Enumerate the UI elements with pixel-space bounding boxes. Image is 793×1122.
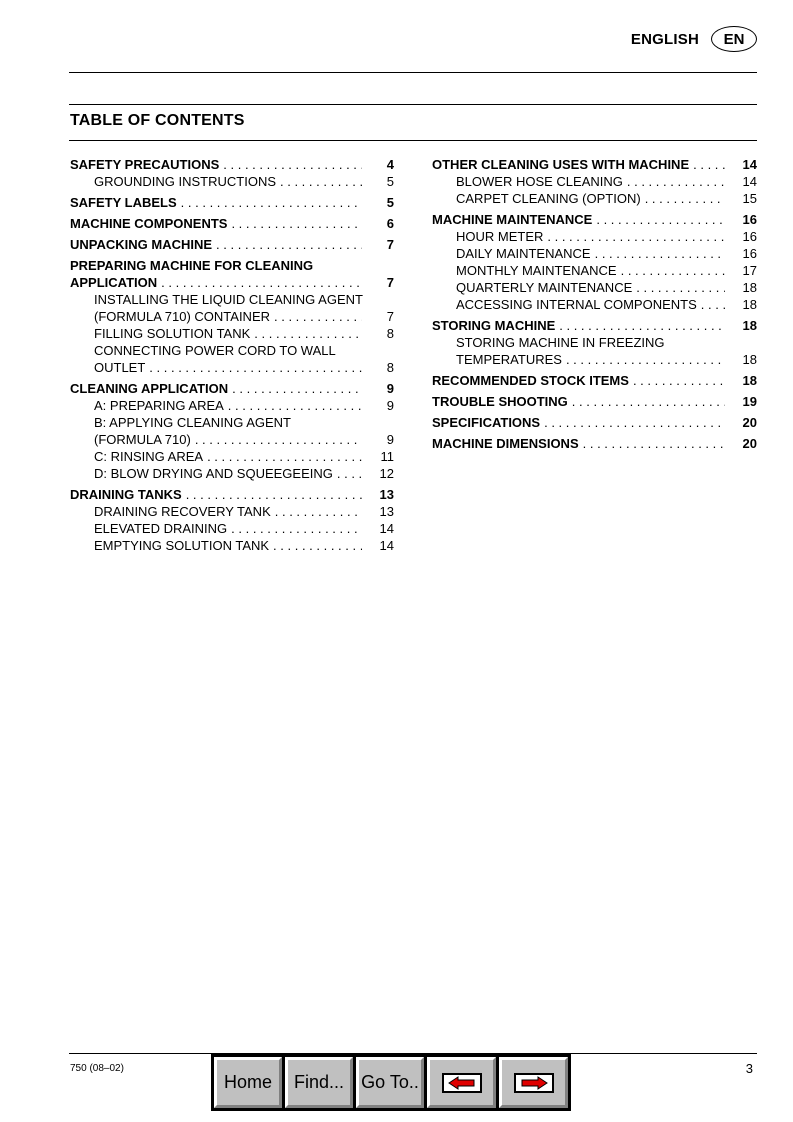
toc-subsection-entry[interactable] bbox=[70, 503, 394, 520]
toc-page-number: 18 bbox=[742, 297, 757, 312]
toc-page-number: 18 bbox=[742, 318, 757, 333]
toc-entry-label: GROUNDING INSTRUCTIONS bbox=[94, 174, 276, 189]
dot-leader bbox=[280, 173, 362, 190]
toc-entry-label: HOUR METER bbox=[456, 229, 544, 244]
toc-subsection-entry[interactable] bbox=[432, 279, 757, 296]
dot-leader bbox=[621, 262, 725, 279]
toc-page-number: 8 bbox=[386, 360, 394, 375]
navigation-bar bbox=[211, 1054, 571, 1111]
dot-leader bbox=[195, 431, 362, 448]
dot-leader bbox=[149, 359, 362, 376]
toc-subsection-entry[interactable] bbox=[432, 228, 757, 245]
right-arrow-icon bbox=[519, 1076, 549, 1090]
toc-subsection-entry[interactable] bbox=[70, 342, 394, 376]
toc-entry-label: PREPARING MACHINE FOR CLEANING bbox=[70, 258, 314, 273]
toc-page-number: 7 bbox=[386, 275, 394, 290]
toc-subsection-entry[interactable] bbox=[70, 291, 394, 325]
toc-entry-label: INSTALLING THE LIQUID CLEANING AGENT bbox=[94, 292, 363, 307]
toc-subsection-entry[interactable] bbox=[432, 334, 757, 368]
toc-subsection-entry[interactable] bbox=[432, 262, 757, 279]
toc-entry-line bbox=[432, 211, 757, 228]
dot-leader bbox=[181, 194, 362, 211]
toc-section-entry[interactable] bbox=[70, 380, 394, 397]
toc-page-number: 6 bbox=[386, 216, 394, 231]
toc-entry-line bbox=[456, 228, 757, 245]
toc-section-entry[interactable] bbox=[70, 236, 394, 253]
toc-subsection-entry[interactable] bbox=[70, 520, 394, 537]
find-button[interactable]: Find... bbox=[285, 1057, 353, 1108]
toc-section-entry[interactable] bbox=[70, 215, 394, 232]
toc-subsection-entry[interactable] bbox=[432, 173, 757, 190]
dot-leader bbox=[216, 236, 362, 253]
toc-page-number: 12 bbox=[379, 466, 394, 481]
toc-page-number: 16 bbox=[742, 246, 757, 261]
toc-entry-line bbox=[432, 156, 757, 173]
toc-entry-label: EMPTYING SOLUTION TANK bbox=[94, 538, 270, 553]
toc-subsection-entry[interactable] bbox=[432, 190, 757, 207]
dot-leader bbox=[337, 465, 362, 482]
toc-entry-label: B: APPLYING CLEANING AGENT bbox=[94, 415, 291, 430]
toc-subsection-entry[interactable] bbox=[70, 397, 394, 414]
toc-entry-line bbox=[456, 262, 757, 279]
toc-page-number: 16 bbox=[742, 229, 757, 244]
toc-entry-line bbox=[432, 393, 757, 410]
dot-leader bbox=[693, 156, 725, 173]
toc-subsection-entry[interactable] bbox=[70, 414, 394, 448]
dot-leader bbox=[547, 228, 725, 245]
dot-leader bbox=[566, 351, 725, 368]
toc-page-number: 8 bbox=[386, 326, 394, 341]
toc-page-number: 5 bbox=[386, 174, 394, 189]
toc-page-number: 15 bbox=[742, 191, 757, 206]
dot-leader bbox=[645, 190, 725, 207]
toc-entry-label: FILLING SOLUTION TANK bbox=[94, 326, 251, 341]
toc-entry-label: TROUBLE SHOOTING bbox=[432, 394, 568, 409]
header-divider bbox=[69, 72, 757, 73]
toc-subsection-entry[interactable] bbox=[70, 325, 394, 342]
toc-section-entry[interactable] bbox=[432, 317, 757, 334]
toc-entry-line bbox=[94, 520, 394, 537]
toc-entry-line bbox=[70, 194, 394, 211]
toc-page-number: 18 bbox=[742, 373, 757, 388]
toc-entry-label-continued: (FORMULA 710) bbox=[94, 432, 191, 447]
toc-entry-label: MACHINE DIMENSIONS bbox=[432, 436, 579, 451]
toc-page-number: 16 bbox=[742, 212, 757, 227]
toc-subsection-entry[interactable] bbox=[432, 245, 757, 262]
toc-page-number: 11 bbox=[380, 449, 394, 464]
dot-leader bbox=[275, 503, 362, 520]
toc-right-column bbox=[432, 156, 757, 452]
toc-entry-label: C: RINSING AREA bbox=[94, 449, 204, 464]
toc-section-entry[interactable] bbox=[70, 486, 394, 503]
toc-entry-label: UNPACKING MACHINE bbox=[70, 237, 213, 252]
toc-subsection-entry[interactable] bbox=[70, 537, 394, 554]
toc-entry-line bbox=[432, 435, 757, 452]
toc-entry-line bbox=[456, 296, 757, 313]
toc-entry-label: CONNECTING POWER CORD TO WALL bbox=[94, 343, 336, 358]
toc-entry-label: MONTHLY MAINTENANCE bbox=[456, 263, 617, 278]
title-top-divider bbox=[69, 104, 757, 105]
language-label: ENGLISH bbox=[630, 30, 699, 48]
toc-page-number: 20 bbox=[742, 436, 757, 451]
toc-entry-line bbox=[94, 173, 394, 190]
toc-entry-label: ELEVATED DRAINING bbox=[94, 521, 228, 536]
toc-entry-label-continued: TEMPERATURES bbox=[456, 352, 562, 367]
toc-entry-line bbox=[432, 372, 757, 389]
dot-leader bbox=[583, 435, 725, 452]
toc-entry-line bbox=[94, 465, 394, 482]
title-bottom-divider bbox=[69, 140, 757, 141]
toc-entry-label: SAFETY LABELS bbox=[70, 195, 177, 210]
dot-leader bbox=[701, 296, 725, 313]
toc-page-number: 14 bbox=[742, 157, 757, 172]
dot-leader bbox=[161, 274, 362, 291]
toc-entry-label: DRAINING RECOVERY TANK bbox=[94, 504, 271, 519]
toc-page-number: 9 bbox=[386, 432, 394, 447]
toc-page-number: 17 bbox=[742, 263, 757, 278]
toc-entry-line bbox=[94, 397, 394, 414]
toc-entry-label-continued: APPLICATION bbox=[70, 275, 158, 290]
toc-entry-line bbox=[456, 279, 757, 296]
toc-entry-line bbox=[94, 537, 394, 554]
toc-entry-label: QUARTERLY MAINTENANCE bbox=[456, 280, 633, 295]
next-page-button[interactable] bbox=[499, 1057, 568, 1108]
toc-entry-line bbox=[70, 156, 394, 173]
language-code-badge: EN bbox=[711, 26, 757, 52]
toc-entry-line bbox=[94, 325, 394, 342]
dot-leader bbox=[223, 156, 362, 173]
toc-entry-line bbox=[456, 173, 757, 190]
toc-entry-label: D: BLOW DRYING AND SQUEEGEEING bbox=[94, 466, 333, 481]
toc-entry-line bbox=[94, 431, 394, 448]
language-indicator bbox=[631, 26, 757, 52]
toc-page-number: 7 bbox=[386, 309, 394, 324]
toc-page-number: 7 bbox=[386, 237, 394, 252]
toc-entry-label: MACHINE COMPONENTS bbox=[70, 216, 228, 231]
toc-entry-label: MACHINE MAINTENANCE bbox=[432, 212, 593, 227]
toc-section-entry[interactable] bbox=[70, 257, 394, 291]
toc-entry-line bbox=[70, 274, 394, 291]
previous-page-button[interactable] bbox=[427, 1057, 496, 1108]
toc-section-entry[interactable] bbox=[70, 194, 394, 211]
toc-entry-label-continued: (FORMULA 710) CONTAINER bbox=[94, 309, 271, 324]
dot-leader bbox=[207, 448, 362, 465]
dot-leader bbox=[254, 325, 362, 342]
toc-page-number: 5 bbox=[386, 195, 394, 210]
toc-entry-line bbox=[70, 215, 394, 232]
dot-leader bbox=[627, 173, 725, 190]
toc-entry-label: CLEANING APPLICATION bbox=[70, 381, 229, 396]
page-number: 3 bbox=[745, 1061, 753, 1076]
toc-entry-line bbox=[94, 503, 394, 520]
toc-entry-line bbox=[94, 359, 394, 376]
toc-entry-label: STORING MACHINE IN FREEZING bbox=[456, 335, 665, 350]
toc-entry-label: OTHER CLEANING USES WITH MACHINE bbox=[432, 157, 690, 172]
toc-entry-label-continued: OUTLET bbox=[94, 360, 146, 375]
dot-leader bbox=[636, 279, 725, 296]
left-arrow-icon bbox=[447, 1076, 477, 1090]
toc-page-number: 19 bbox=[742, 394, 757, 409]
dot-leader bbox=[595, 245, 725, 262]
toc-entry-line bbox=[456, 245, 757, 262]
dot-leader bbox=[231, 215, 362, 232]
toc-page-number: 9 bbox=[386, 381, 394, 396]
toc-page-number: 4 bbox=[386, 157, 394, 172]
toc-section-entry[interactable] bbox=[70, 156, 394, 173]
dot-leader bbox=[633, 372, 725, 389]
toc-entry-line bbox=[70, 236, 394, 253]
toc-entry-label: DAILY MAINTENANCE bbox=[456, 246, 591, 261]
home-button[interactable]: Home bbox=[214, 1057, 282, 1108]
toc-page-number: 13 bbox=[379, 487, 394, 502]
dot-leader bbox=[273, 537, 362, 554]
toc-entry-line bbox=[456, 190, 757, 207]
dot-leader bbox=[596, 211, 725, 228]
document-code: 750 (08–02) bbox=[70, 1063, 124, 1074]
toc-entry-label: STORING MACHINE bbox=[432, 318, 556, 333]
toc-entry-label: SPECIFICATIONS bbox=[432, 415, 541, 430]
toc-page-number: 14 bbox=[742, 174, 757, 189]
toc-page-number: 14 bbox=[379, 538, 394, 553]
toc-entry-line bbox=[94, 448, 394, 465]
toc-subsection-entry[interactable] bbox=[70, 465, 394, 482]
dot-leader bbox=[274, 308, 362, 325]
toc-entry-line bbox=[70, 380, 394, 397]
toc-entry-line bbox=[432, 414, 757, 431]
toc-section-entry[interactable] bbox=[432, 211, 757, 228]
toc-entry-line bbox=[432, 317, 757, 334]
toc-entry-label: ACCESSING INTERNAL COMPONENTS bbox=[456, 297, 697, 312]
toc-subsection-entry[interactable] bbox=[432, 296, 757, 313]
toc-subsection-entry[interactable] bbox=[70, 173, 394, 190]
toc-page-number: 13 bbox=[379, 504, 394, 519]
toc-entry-line bbox=[94, 308, 394, 325]
toc-section-entry[interactable] bbox=[432, 372, 757, 389]
dot-leader bbox=[232, 380, 362, 397]
toc-entry-label: DRAINING TANKS bbox=[70, 487, 182, 502]
toc-page-number: 18 bbox=[742, 352, 757, 367]
toc-section-entry[interactable] bbox=[432, 414, 757, 431]
toc-entry-label: A: PREPARING AREA bbox=[94, 398, 224, 413]
toc-entry-label: SAFETY PRECAUTIONS bbox=[70, 157, 220, 172]
dot-leader bbox=[572, 393, 725, 410]
dot-leader bbox=[228, 397, 362, 414]
toc-entry-label: CARPET CLEANING (OPTION) bbox=[456, 191, 641, 206]
page-title: TABLE OF CONTENTS bbox=[70, 112, 245, 129]
toc-section-entry[interactable] bbox=[432, 156, 757, 173]
dot-leader bbox=[559, 317, 725, 334]
toc-page-number: 18 bbox=[742, 280, 757, 295]
dot-leader bbox=[186, 486, 362, 503]
toc-section-entry[interactable] bbox=[432, 435, 757, 452]
toc-section-entry[interactable] bbox=[432, 393, 757, 410]
toc-entry-label: RECOMMENDED STOCK ITEMS bbox=[432, 373, 629, 388]
goto-button[interactable]: Go To.. bbox=[356, 1057, 424, 1108]
toc-left-column bbox=[70, 156, 394, 554]
dot-leader bbox=[544, 414, 725, 431]
dot-leader bbox=[231, 520, 362, 537]
toc-page-number: 20 bbox=[742, 415, 757, 430]
toc-entry-line bbox=[70, 486, 394, 503]
toc-page-number: 9 bbox=[386, 398, 394, 413]
toc-subsection-entry[interactable] bbox=[70, 448, 394, 465]
toc-entry-label: BLOWER HOSE CLEANING bbox=[456, 174, 623, 189]
toc-entry-line bbox=[456, 351, 757, 368]
toc-page-number: 14 bbox=[379, 521, 394, 536]
